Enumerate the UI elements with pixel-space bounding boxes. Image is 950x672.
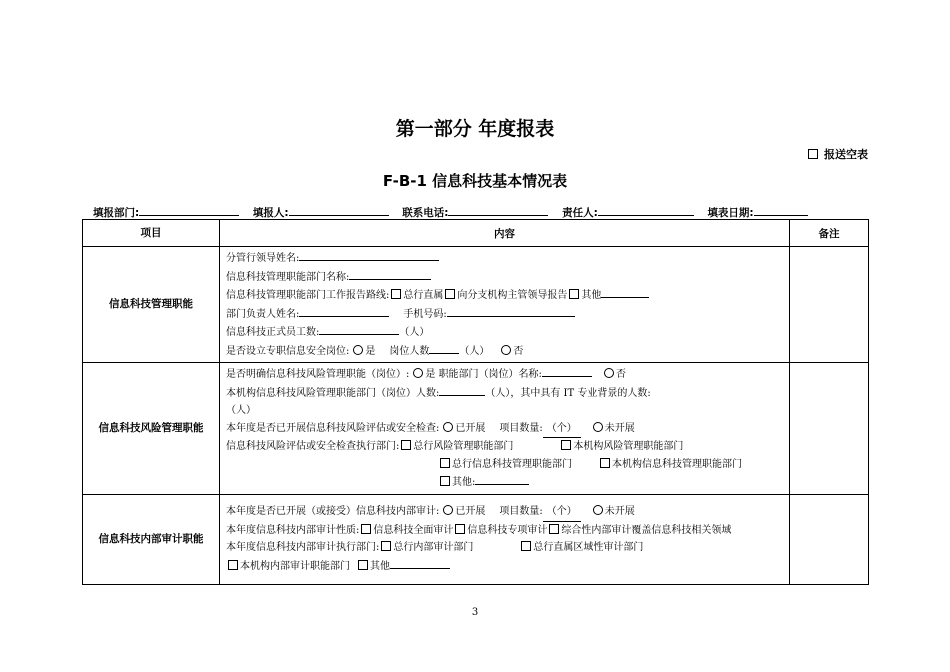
checkbox-icon[interactable] [455,524,465,534]
row-content [220,247,790,363]
list-item: 部门负责人姓名: 手机号码: [226,305,783,324]
checkbox-icon[interactable] [401,440,411,450]
list-item: 是否明确信息科技风险管理职能（岗位）: 是 职能部门（岗位）名称: 否 [226,365,783,384]
page-number: 3 [471,607,479,618]
project-count-blank[interactable]: （个） [543,420,581,439]
list-item: 本年度信息科技内部审计性质: 信息科技全面审计 信息科技专项审计 综合性内部审计覆盖信息科技相关领域 [226,524,732,536]
checkbox-icon[interactable] [391,289,401,299]
dept-blank[interactable] [139,204,239,216]
list-item: 其他: [226,473,783,492]
row-item-label: 信息科技内部审计职能 [83,494,220,584]
table-row [83,247,869,363]
phone-field[interactable] [402,204,548,220]
checkbox-icon[interactable] [600,458,610,468]
remark-cell[interactable] [790,363,869,495]
other-blank[interactable] [601,286,649,298]
other-dept-blank[interactable] [475,473,529,485]
radio-icon[interactable] [413,368,423,378]
checkbox-icon[interactable] [381,541,391,551]
date-blank[interactable] [754,204,808,216]
radio-icon[interactable] [353,345,363,355]
checkbox-icon[interactable] [521,541,531,551]
list-item: 信息科技风险评估或安全检查执行部门: 总行风险管理职能部门 本机构风险管理职能部门 [226,441,684,452]
leader-name-blank[interactable] [299,249,439,261]
dept-label: 填报部门: [93,207,140,219]
list-item: 本机构内部审计职能部门 其他 [226,557,783,576]
radio-icon[interactable] [593,505,603,515]
other-audit-blank[interactable] [390,557,450,569]
checkbox-icon[interactable] [808,149,818,159]
table-row [83,363,869,495]
phone-label: 联系电话: [402,207,449,219]
radio-icon[interactable] [443,505,453,515]
risk-staff-blank[interactable] [439,384,485,396]
list-item: （人） [226,405,256,416]
row-content [220,494,790,584]
checkbox-icon[interactable] [358,560,368,570]
row-item-label: 信息科技管理职能 [83,247,220,363]
phone-blank[interactable] [448,204,548,216]
mobile-blank[interactable] [447,305,575,317]
responsible-blank[interactable] [598,204,694,216]
checkbox-icon[interactable] [561,440,571,450]
column-header-remark: 备注 [790,220,869,247]
checkbox-icon[interactable] [361,524,371,534]
checkbox-icon[interactable] [228,560,238,570]
checkbox-icon[interactable] [569,289,579,299]
list-item: 本年度信息科技内部审计执行部门: 总行内部审计部门 总行直属区域性审计部门 [226,542,644,553]
responsible-label: 责任人: [562,207,598,219]
list-item: 信息科技管理职能部门工作报告路线: 总行直属 向分支机构主管领导报告 其他 [226,286,783,305]
filler-blank[interactable] [289,204,389,216]
list-item: 信息科技管理职能部门名称: [226,268,783,287]
row-content [220,363,790,495]
date-field[interactable] [707,204,807,220]
post-count-blank[interactable] [429,342,459,354]
part-title: 第一部分 年度报表 [395,118,555,140]
checkbox-icon[interactable] [445,289,455,299]
radio-icon[interactable] [443,422,453,432]
list-item: 分管行领导姓名: [226,249,783,268]
remark-cell[interactable] [790,494,869,584]
audit-count-blank[interactable]: （个） [543,503,581,522]
date-label: 填表日期: [707,207,754,219]
staff-count-blank[interactable] [319,323,399,335]
list-item: 信息科技正式员工数: （人） [226,323,783,342]
empty-report-option[interactable] [806,146,868,162]
checkbox-icon[interactable] [440,458,450,468]
list-item: 本年度是否已开展信息科技风险评估或安全检查: 已开展 项目数量: （个） 未开展 [226,420,783,439]
form-title: F-B-1 信息科技基本情况表 [382,172,568,190]
filler-field[interactable] [253,204,389,220]
post-name-blank[interactable] [542,365,592,377]
checkbox-icon[interactable] [549,524,559,534]
list-item: 是否设立专职信息安全岗位: 是 岗位人数 （人） 否 [226,342,783,361]
info-tech-table [82,219,869,585]
radio-icon[interactable] [604,368,614,378]
radio-icon[interactable] [501,345,511,355]
list-item: 本机构信息科技风险管理职能部门（岗位）人数: （人），其中具有 IT 专业背景的人数: [226,384,783,403]
form-header-fields [93,204,873,220]
table-row [83,494,869,584]
head-name-blank[interactable] [299,305,389,317]
responsible-field[interactable] [562,204,694,220]
column-header-content: 内容 [220,220,790,247]
list-item: 总行信息科技管理职能部门 本机构信息科技管理职能部门 [226,456,783,474]
list-item: 本年度是否已开展（或接受）信息科技内部审计: 已开展 项目数量: （个） 未开展 [226,503,783,522]
dept-name-blank[interactable] [349,268,431,280]
filler-label: 填报人: [252,207,289,219]
empty-report-label: 报送空表 [824,148,868,161]
radio-icon[interactable] [593,422,603,432]
row-item-label: 信息科技风险管理职能 [83,363,220,495]
table-header-row [83,220,869,247]
remark-cell[interactable] [790,247,869,363]
dept-field[interactable] [93,204,239,220]
checkbox-icon[interactable] [440,476,450,486]
column-header-item: 项目 [83,220,220,247]
